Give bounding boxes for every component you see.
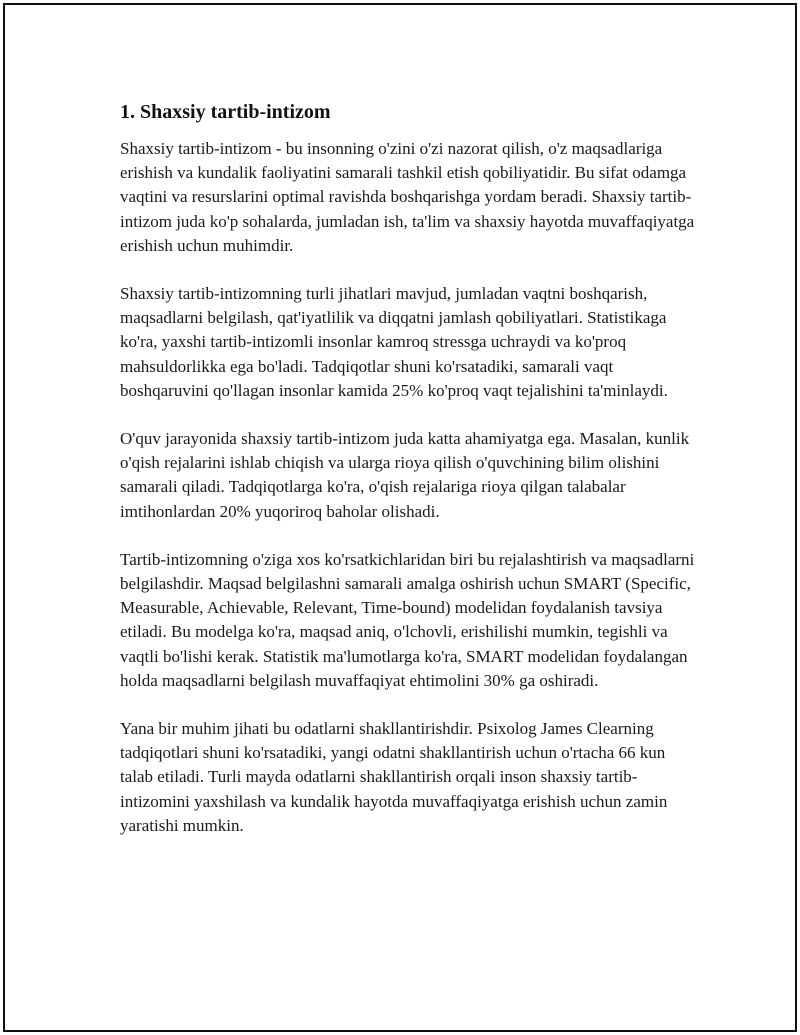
section-heading: 1. Shaxsiy tartib-intizom bbox=[120, 101, 331, 123]
paragraph-4: Tartib-intizomning o'ziga xos ko'rsatkichlaridan biri bu rejalashtirish va maqsadlarni belgilashdir. Maqsad belgilashni samarali amalga oshirish uchun SMART (Specific, Measurable, Achievable, Relevant, Time-bound) modelidan foydalanish tavsiya etiladi. Bu modelga ko'ra, maqsad aniq, o'lchovli, erishilishi mumkin, tegishli va vaqtli bo'lishi kerak. Statistik ma'lumotlarga ko'ra, SMART modelidan foydalangan holda maqsadlarni belgilash muvaffaqiyat ehtimolini 30% ga oshiradi. bbox=[120, 549, 695, 690]
paragraph-3: O'quv jarayonida shaxsiy tartib-intizom juda katta ahamiyatga ega. Masalan, kunlik o'qish rejalarini ishlab chiqish va ularga rioya qilish o'quvchining bilim olishini samarali qiladi. Tadqiqotlarga ko'ra, o'qish rejalariga rioya qilgan talabalar imtihonlardan 20% yuqoriroq baholar olishadi. bbox=[120, 429, 690, 521]
document-body bbox=[120, 99, 700, 838]
paragraph-1: Shaxsiy tartib-intizom - bu insonning o'zini o'zi nazorat qilish, o'z maqsadlariga erishish va kundalik faoliyatini samarali tashkil etish qobiliyatidir. Bu sifat odamga vaqtini va resurslarini optimal ravishda boshqarishga yordam beradi. Shaxsiy tartib-intizom juda ko'p sohalarda, jumladan ish, ta'lim va shaxsiy hayotda muvaffaqiyatga erishish uchun muhimdir. bbox=[120, 139, 695, 255]
page-frame bbox=[3, 3, 797, 1032]
paragraph-2: Shaxsiy tartib-intizomning turli jihatlari mavjud, jumladan vaqtni boshqarish, maqsadlarni belgilash, qat'iyatlilik va diqqatni jamlash qobiliyatlari. Statistikaga ko'ra, yaxshi tartib-intizomli insonlar kamroq stressga uchraydi va ko'proq mahsuldorlikka ega bo'ladi. Tadqiqotlar shuni ko'rsatadiki, samarali vaqt boshqaruvini qo'llagan insonlar kamida 25% ko'proq vaqt tejalishini ta'minlaydi. bbox=[120, 284, 668, 400]
paragraph-5: Yana bir muhim jihati bu odatlarni shakllantirishdir. Psixolog James Clearning tadqiqotlari shuni ko'rsatadiki, yangi odatni shakllantirish uchun o'rtacha 66 kun talab etiladi. Turli mayda odatlarni shakllantirish orqali inson shaxsiy tartib-intizomini yaxshilash va kundalik hayotda muvaffaqiyatga erishish uchun zamin yaratishi mumkin. bbox=[120, 719, 668, 835]
